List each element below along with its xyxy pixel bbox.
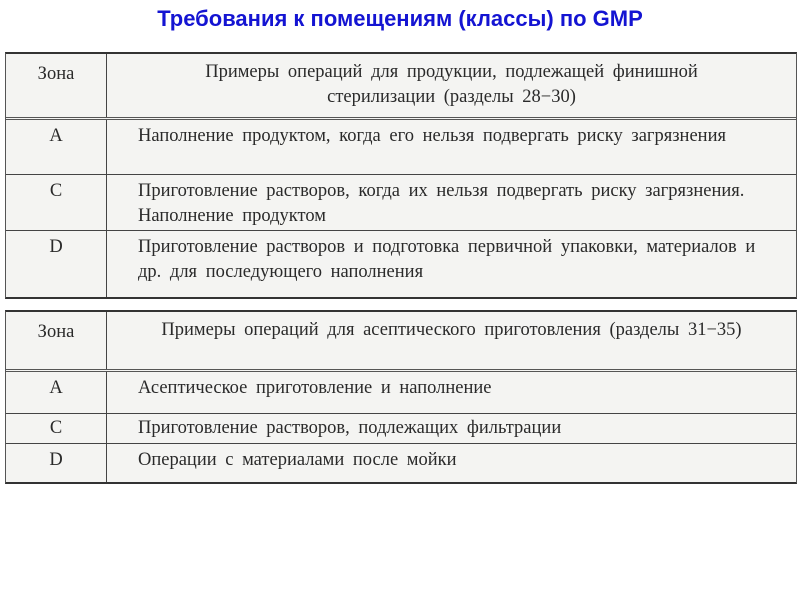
description-cell: Приготовление растворов, когда их нельзя подвергать риску загрязнения. Наполнение продуктом [138,181,745,226]
table-row [6,414,796,444]
table-header-row [6,54,796,120]
description-cell: Асептическое приготовление и наполнение [138,378,492,398]
zone-cell: A [6,120,107,174]
description-cell: Операции с материалами после мойки [138,450,457,470]
table-row [6,120,796,175]
table-row [6,175,796,231]
table-row [6,444,796,482]
description-cell: Наполнение продуктом, когда его нельзя подвергать риску загрязнения [138,126,726,146]
description-cell: Приготовление растворов и подготовка первичной упаковки, материалов и др. для последующего наполнения [138,237,756,282]
zone-cell: A [6,372,107,413]
zone-cell: C [6,414,107,443]
zone-cell: D [6,231,107,297]
header-description: Примеры операций для продукции, подлежащей финишной стерилизации (разделы 28−30) [205,62,698,107]
zone-cell: D [6,444,107,482]
table-row [6,372,796,414]
header-description: Примеры операций для асептического приготовления (разделы 31−35) [161,320,742,340]
zone-cell: C [6,175,107,230]
table-row [6,231,796,297]
header-zone: Зона [6,54,107,117]
description-cell: Приготовление растворов, подлежащих фильтрации [138,418,562,438]
table-header-row [6,312,796,372]
slide-title: Требования к помещениям (классы) по GMP [157,6,643,31]
table-terminal-sterilization [5,52,797,299]
header-zone: Зона [6,312,107,369]
table-aseptic-preparation [5,310,797,484]
